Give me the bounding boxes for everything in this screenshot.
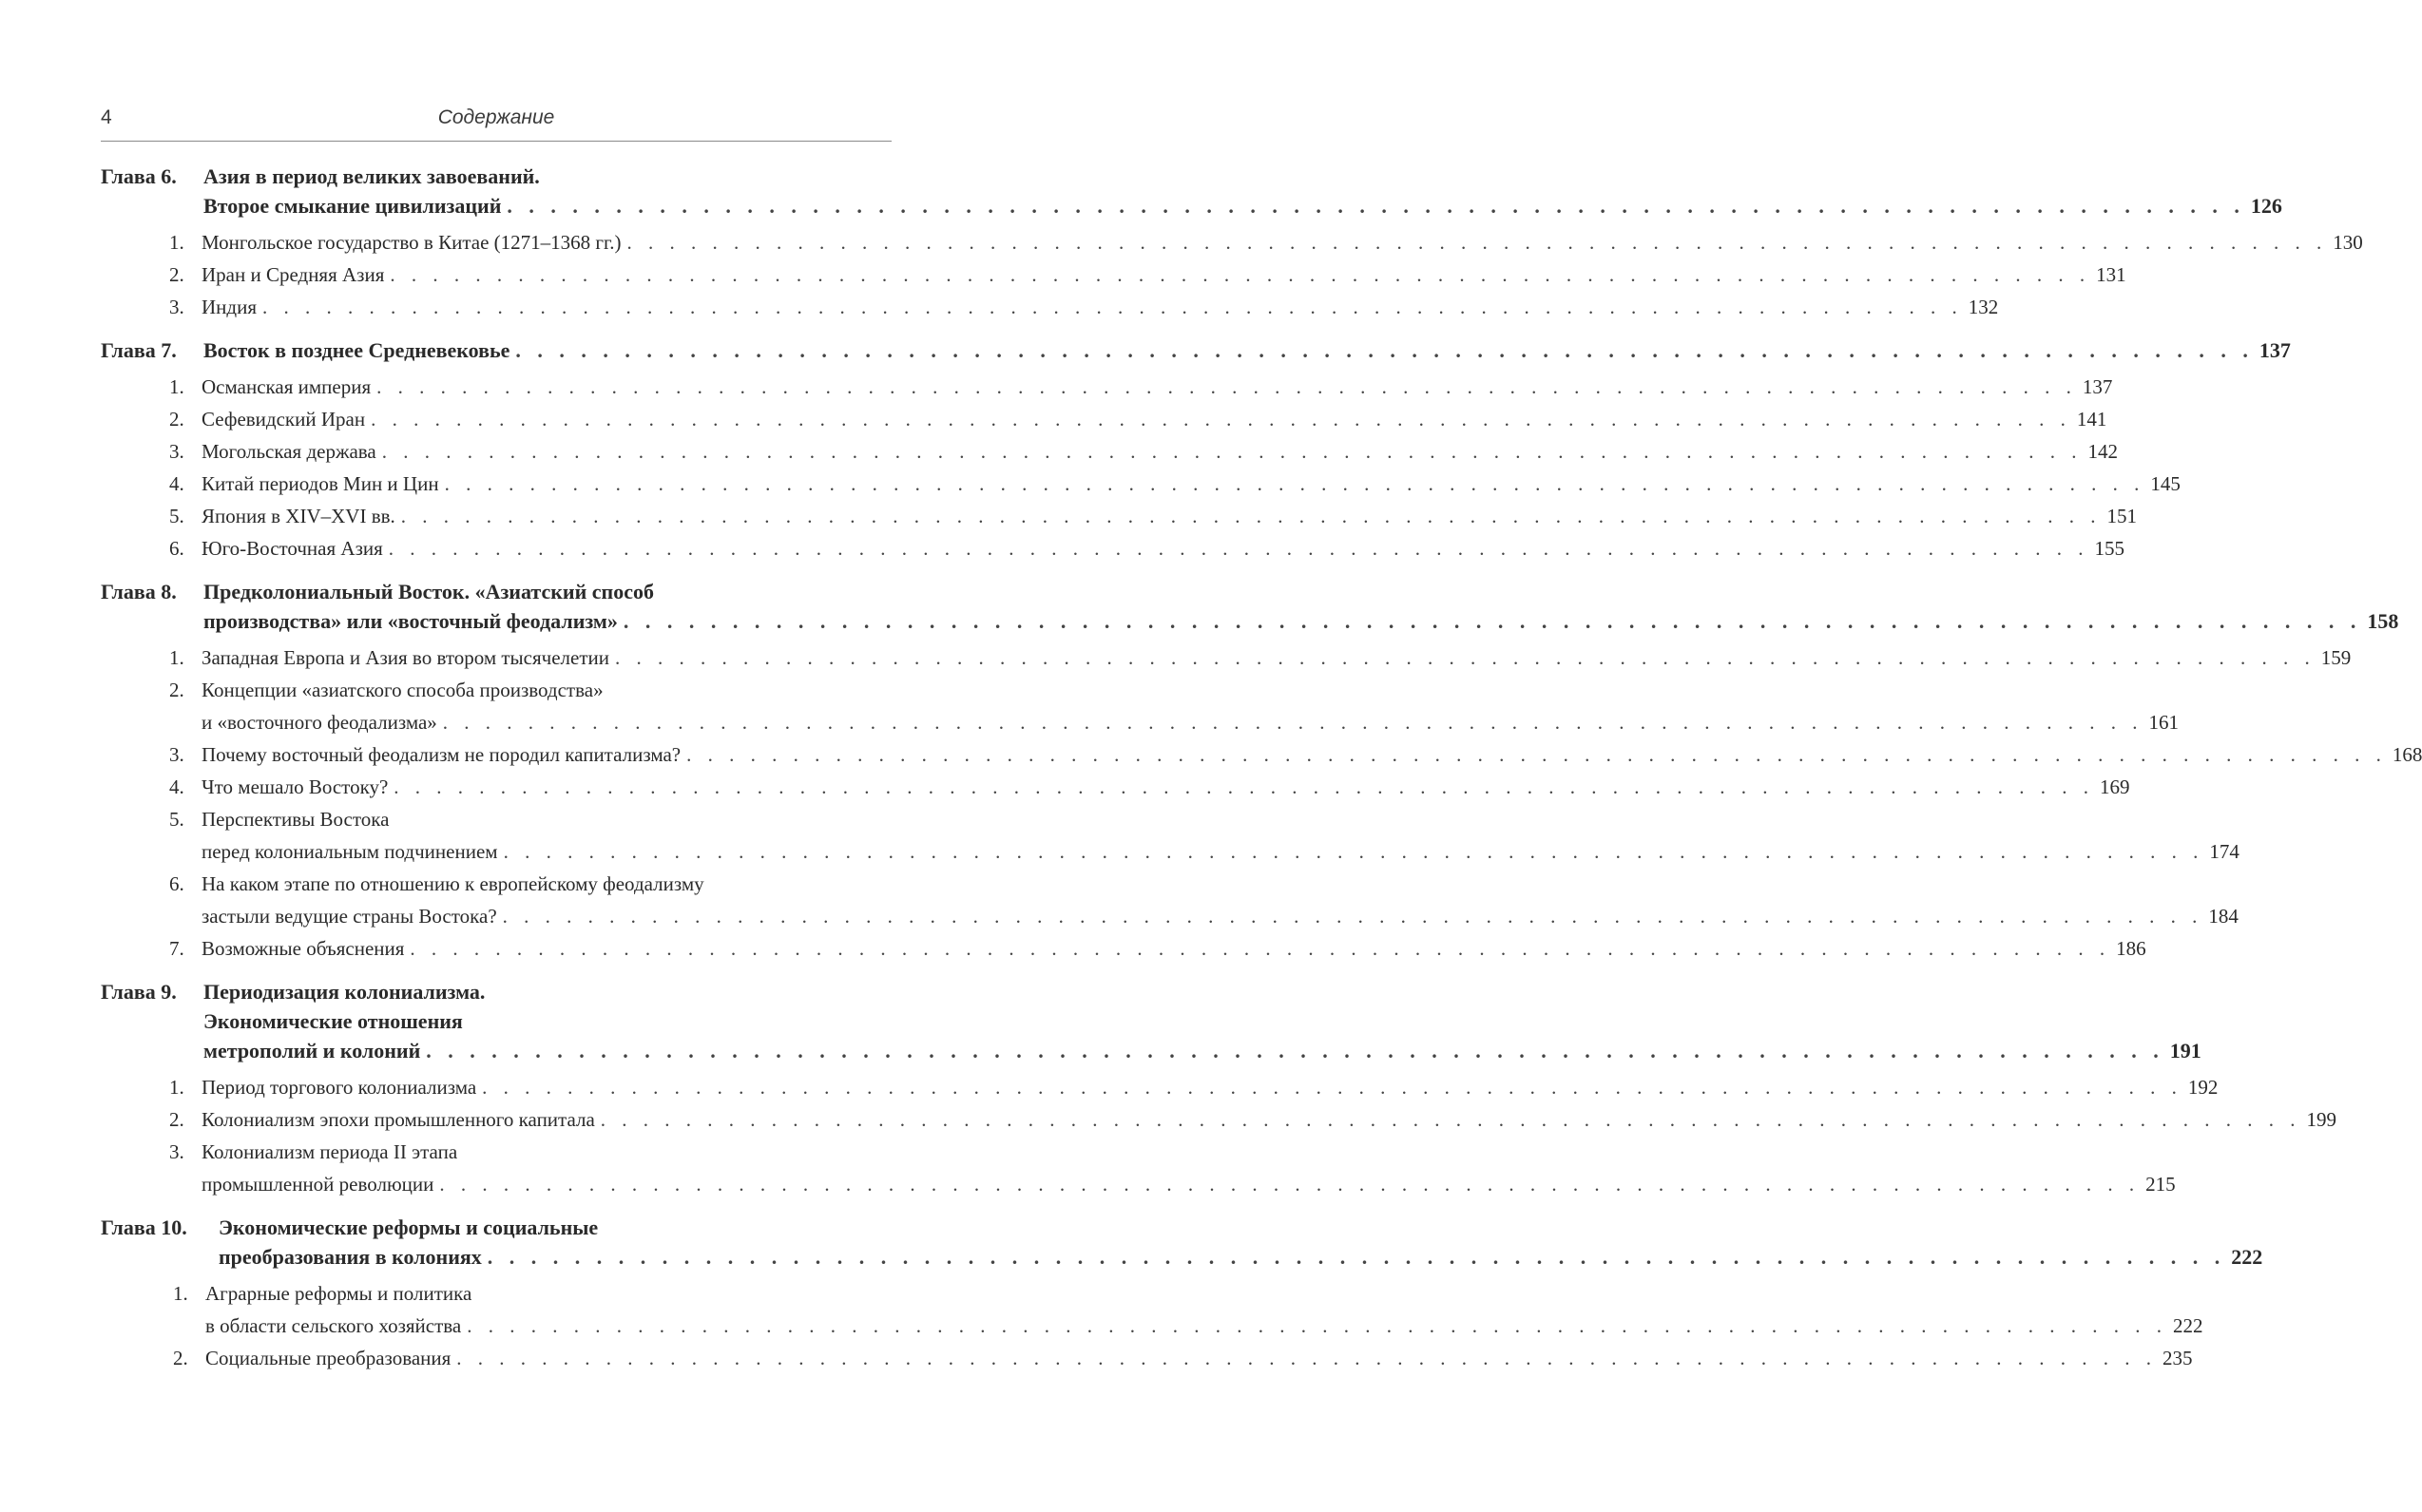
- entry-final-line: [203, 1036, 2201, 1065]
- dot-leader: . . . . . . . . . . . . . . . . . . . . . . . . . . . . . . . . . . . . . . . . . . . . . . . . . . . . . . . . . . . . . . . . . . . . . . . . . . . . . . . .: [439, 1173, 2141, 1196]
- entry-final-line: [202, 835, 2239, 868]
- dot-leader: . . . . . . . . . . . . . . . . . . . . . . . . . . . . . . . . . . . . . . . . . . . . . . . . . . . . . . . . . . . . . . . . . . . . . . . . . . . . . . . .: [487, 1245, 2226, 1269]
- dot-leader: . . . . . . . . . . . . . . . . . . . . . . . . . . . . . . . . . . . . . . . . . . . . . . . . . . . . . . . . . . . . . . . . . . . . . . . . . . . . . . . .: [371, 408, 2071, 431]
- chapter-page-number[interactable]: 126: [2250, 194, 2282, 218]
- section-entry[interactable]: [173, 1342, 2193, 1374]
- entry-line: Западная Европа и Азия во втором тысячелетии: [202, 646, 609, 669]
- section-entry[interactable]: [169, 738, 2422, 771]
- section-page-number[interactable]: 186: [2116, 937, 2146, 960]
- entry-final-line: [202, 1071, 2218, 1103]
- section-list: [169, 1071, 2337, 1200]
- section-entry[interactable]: [169, 532, 2125, 565]
- dot-leader: . . . . . . . . . . . . . . . . . . . . . . . . . . . . . . . . . . . . . . . . . . . . . . . . . . . . . . . . . . . . . . . . . . . . . . . . . . . . . . . .: [388, 537, 2089, 560]
- section-title: [202, 291, 1998, 323]
- section-title: [202, 403, 2106, 435]
- section-title: [202, 258, 2126, 291]
- entry-line: Восток в позднее Средневековье: [203, 338, 510, 362]
- section-page-number[interactable]: 142: [2087, 440, 2118, 463]
- section-number: 2.: [169, 1108, 184, 1131]
- section-entry[interactable]: [169, 868, 2239, 932]
- section-page-number[interactable]: 130: [2333, 231, 2363, 254]
- entry-line: Период торгового колониализма: [202, 1076, 477, 1099]
- section-number: 4.: [169, 472, 184, 495]
- section-page-number[interactable]: 132: [1968, 296, 1999, 318]
- section-entry[interactable]: [169, 435, 2118, 468]
- chapter-title: [203, 977, 2201, 1065]
- section-title: [202, 674, 2179, 738]
- entry-line: преобразования в колониях: [219, 1245, 482, 1269]
- section-number: 3.: [169, 440, 184, 463]
- section-page-number[interactable]: 169: [2100, 775, 2130, 798]
- section-entry[interactable]: [169, 641, 2352, 674]
- section-number: 2.: [173, 1347, 188, 1369]
- entry-line: и «восточного феодализма»: [202, 711, 437, 734]
- entry-line: Концепции «азиатского способа производства»: [202, 679, 604, 701]
- entry-line: застыли ведущие страны Востока?: [202, 905, 497, 928]
- section-page-number[interactable]: 192: [2187, 1076, 2219, 1099]
- chapter-page-number[interactable]: 222: [2231, 1245, 2263, 1269]
- entry-line: Экономические реформы и социальные: [219, 1215, 599, 1239]
- chapter-title: [203, 162, 2282, 220]
- section-title: [202, 771, 2130, 803]
- chapter-page-number[interactable]: 191: [2169, 1039, 2201, 1062]
- section-entry[interactable]: [169, 500, 2138, 532]
- entry-line: Возможные объяснения: [202, 937, 405, 960]
- entry-line: Индия: [202, 296, 257, 318]
- section-list: [169, 226, 2363, 323]
- section-page-number[interactable]: 131: [2096, 263, 2126, 286]
- section-title: [202, 500, 2137, 532]
- section-number: 3.: [169, 743, 184, 766]
- section-number: 3.: [169, 1140, 184, 1163]
- entry-final-line: [202, 532, 2124, 565]
- entry-line: перед колониальным подчинением: [202, 840, 498, 863]
- chapter-title: [203, 577, 2398, 636]
- dot-leader: . . . . . . . . . . . . . . . . . . . . . . . . . . . . . . . . . . . . . . . . . . . . . . . . . . . . . . . . . . . . . . . . . . . . . . . . . . . . . . . .: [503, 840, 2204, 863]
- entry-line: Юго-Восточная Азия: [202, 537, 383, 560]
- dot-leader: . . . . . . . . . . . . . . . . . . . . . . . . . . . . . . . . . . . . . . . . . . . . . . . . . . . . . . . . . . . . . . . . . . . . . . . . . . . . . . . .: [600, 1108, 2301, 1131]
- section-title: [202, 435, 2118, 468]
- chapter-entry: [101, 162, 2363, 323]
- section-title: [205, 1342, 2193, 1374]
- section-number: 6.: [169, 537, 184, 560]
- section-title: [202, 1071, 2218, 1103]
- section-entry[interactable]: [173, 1277, 2203, 1342]
- entry-final-line: [203, 606, 2398, 636]
- entry-line: Могольская держава: [202, 440, 376, 463]
- chapter-entry: [101, 335, 2291, 565]
- entry-final-line: [202, 1168, 2176, 1200]
- section-entry[interactable]: [169, 258, 2126, 291]
- section-title: [202, 932, 2146, 965]
- chapter-label: Глава 9.: [101, 980, 177, 1004]
- section-entry[interactable]: [169, 803, 2239, 868]
- section-title: [202, 738, 2422, 771]
- section-page-number[interactable]: 155: [2094, 537, 2125, 560]
- dot-leader: . . . . . . . . . . . . . . . . . . . . . . . . . . . . . . . . . . . . . . . . . . . . . . . . . . . . . . . . . . . . . . . . . . . . . . . . . . . . . . . .: [507, 194, 2245, 218]
- section-number: 2.: [169, 408, 184, 431]
- section-title: [202, 1136, 2176, 1200]
- chapter-label: Глава 10.: [101, 1215, 187, 1239]
- section-entry[interactable]: [169, 1103, 2337, 1136]
- section-number: 4.: [169, 775, 184, 798]
- dot-leader: . . . . . . . . . . . . . . . . . . . . . . . . . . . . . . . . . . . . . . . . . . . . . . . . . . . . . . . . . . . . . . . . . . . . . . . . . . . . . . . .: [390, 263, 2091, 286]
- chapter-label: Глава 6.: [101, 164, 177, 188]
- section-entry[interactable]: [169, 932, 2146, 965]
- section-title: [202, 803, 2239, 868]
- entry-line: метрополий и колоний: [203, 1039, 421, 1062]
- section-number: 2.: [169, 679, 184, 701]
- dot-leader: . . . . . . . . . . . . . . . . . . . . . . . . . . . . . . . . . . . . . . . . . . . . . . . . . . . . . . . . . . . . . . . . . . . . . . . . . . . . . . . .: [381, 440, 2083, 463]
- dot-leader: . . . . . . . . . . . . . . . . . . . . . . . . . . . . . . . . . . . . . . . . . . . . . . . . . . . . . . . . . . . . . . . . . . . . . . . . . . . . . . . .: [686, 743, 2387, 766]
- entry-final-line: [202, 468, 2181, 500]
- dot-leader: . . . . . . . . . . . . . . . . . . . . . . . . . . . . . . . . . . . . . . . . . . . . . . . . . . . . . . . . . . . . . . . . . . . . . . . . . . . . . . . .: [262, 296, 1963, 318]
- entry-final-line: [202, 1103, 2336, 1136]
- entry-line: производства» или «восточный феодализм»: [203, 609, 618, 633]
- section-page-number[interactable]: 161: [2148, 711, 2180, 734]
- section-entry[interactable]: [169, 403, 2107, 435]
- section-list: [169, 371, 2181, 565]
- chapter-heading[interactable]: [101, 577, 2399, 636]
- section-title: [202, 532, 2124, 565]
- chapter-entry: [101, 577, 2422, 965]
- section-entry[interactable]: [169, 371, 2113, 403]
- section-entry[interactable]: [169, 771, 2130, 803]
- section-title: [202, 641, 2351, 674]
- running-title: Содержание: [437, 106, 555, 128]
- entry-final-line: [202, 371, 2112, 403]
- entry-final-line: [203, 335, 2291, 365]
- section-entry[interactable]: [169, 1136, 2176, 1200]
- chapter-heading[interactable]: [101, 335, 2291, 365]
- section-page-number[interactable]: 168: [2392, 743, 2422, 766]
- chapter-page-number[interactable]: 158: [2367, 609, 2399, 633]
- chapter-page-number[interactable]: 137: [2259, 338, 2291, 362]
- section-page-number[interactable]: 235: [2162, 1347, 2193, 1369]
- entry-line: На каком этапе по отношению к европейскому феодализму: [202, 872, 704, 895]
- section-page-number[interactable]: 145: [2150, 472, 2181, 495]
- section-title: [202, 468, 2181, 500]
- entry-line: Иран и Средняя Азия: [202, 263, 385, 286]
- table-of-contents: [101, 162, 2422, 1384]
- section-entry[interactable]: [169, 1071, 2219, 1103]
- dot-leader: . . . . . . . . . . . . . . . . . . . . . . . . . . . . . . . . . . . . . . . . . . . . . . . . . . . . . . . . . . . . . . . . . . . . . . . . . . . . . . . .: [410, 937, 2111, 960]
- section-number: 5.: [169, 808, 184, 831]
- section-number: 7.: [169, 937, 184, 960]
- dot-leader: . . . . . . . . . . . . . . . . . . . . . . . . . . . . . . . . . . . . . . . . . . . . . . . . . . . . . . . . . . . . . . . . . . . . . . . . . . . . . . . .: [456, 1347, 2158, 1369]
- section-entry[interactable]: [169, 674, 2180, 738]
- section-page-number[interactable]: 174: [2209, 840, 2239, 863]
- section-title: [202, 1103, 2336, 1136]
- section-number: 1.: [173, 1282, 188, 1305]
- entry-final-line: [205, 1310, 2202, 1342]
- entry-line: Колониализм периода II этапа: [202, 1140, 458, 1163]
- entry-line: Что мешало Востоку?: [202, 775, 389, 798]
- chapter-title: [203, 335, 2291, 365]
- entry-final-line: [202, 226, 2363, 258]
- entry-line: Азия в период великих завоеваний.: [203, 164, 540, 188]
- entry-final-line: [219, 1242, 2262, 1272]
- entry-line: промышленной революции: [202, 1173, 434, 1196]
- chapter-title: [219, 1213, 2262, 1272]
- entry-line: Япония в XIV–XVI вв.: [202, 505, 395, 527]
- dot-leader: . . . . . . . . . . . . . . . . . . . . . . . . . . . . . . . . . . . . . . . . . . . . . . . . . . . . . . . . . . . . . . . . . . . . . . . . . . . . . . . .: [626, 231, 2328, 254]
- section-title: [202, 226, 2363, 258]
- section-title: [202, 868, 2239, 932]
- section-entry[interactable]: [169, 291, 1999, 323]
- entry-line: Сефевидский Иран: [202, 408, 366, 431]
- section-number: 1.: [169, 375, 184, 398]
- dot-leader: . . . . . . . . . . . . . . . . . . . . . . . . . . . . . . . . . . . . . . . . . . . . . . . . . . . . . . . . . . . . . . . . . . . . . . . . . . . . . . . .: [400, 505, 2102, 527]
- section-number: 1.: [169, 231, 184, 254]
- section-page-number[interactable]: 141: [2076, 408, 2107, 431]
- section-number: 1.: [169, 646, 184, 669]
- entry-final-line: [202, 771, 2130, 803]
- entry-line: Колониализм эпохи промышленного капитала: [202, 1108, 595, 1131]
- dot-leader: . . . . . . . . . . . . . . . . . . . . . . . . . . . . . . . . . . . . . . . . . . . . . . . . . . . . . . . . . . . . . . . . . . . . . . . . . . . . . . . .: [502, 905, 2203, 928]
- entry-final-line: [202, 706, 2179, 738]
- dot-leader: . . . . . . . . . . . . . . . . . . . . . . . . . . . . . . . . . . . . . . . . . . . . . . . . . . . . . . . . . . . . . . . . . . . . . . . . . . . . . . . .: [515, 338, 2254, 362]
- chapter-heading[interactable]: [101, 977, 2201, 1065]
- chapter-label: Глава 7.: [101, 338, 177, 362]
- section-page-number[interactable]: 159: [2320, 646, 2352, 669]
- section-list: [169, 641, 2422, 965]
- entry-line: Социальные преобразования: [205, 1347, 452, 1369]
- chapter-label: Глава 8.: [101, 580, 177, 603]
- section-page-number[interactable]: 151: [2106, 505, 2138, 527]
- entry-final-line: [202, 641, 2351, 674]
- entry-final-line: [202, 932, 2146, 965]
- entry-final-line: [202, 738, 2422, 771]
- section-number: 2.: [169, 263, 184, 286]
- section-entry[interactable]: [169, 468, 2181, 500]
- page-header: [101, 106, 892, 142]
- chapter-heading[interactable]: [101, 1213, 2263, 1272]
- entry-final-line: [202, 258, 2126, 291]
- section-title: [202, 371, 2112, 403]
- chapter-heading[interactable]: [101, 162, 2282, 220]
- page-number: 4: [101, 106, 112, 128]
- section-list: [173, 1277, 2203, 1374]
- entry-final-line: [202, 403, 2106, 435]
- section-page-number[interactable]: 215: [2145, 1173, 2176, 1196]
- entry-line: Почему восточный феодализм не породил капитализма?: [202, 743, 682, 766]
- entry-line: Перспективы Востока: [202, 808, 390, 831]
- entry-final-line: [202, 291, 1998, 323]
- section-number: 1.: [169, 1076, 184, 1099]
- section-number: 6.: [169, 872, 184, 895]
- section-page-number[interactable]: 199: [2306, 1108, 2337, 1131]
- chapter-entry: [101, 1213, 2263, 1374]
- section-page-number[interactable]: 222: [2172, 1314, 2203, 1337]
- dot-leader: . . . . . . . . . . . . . . . . . . . . . . . . . . . . . . . . . . . . . . . . . . . . . . . . . . . . . . . . . . . . . . . . . . . . . . . . . . . . . . . .: [482, 1076, 2182, 1099]
- entry-line: Османская империя: [202, 375, 372, 398]
- entry-final-line: [202, 500, 2137, 532]
- entry-line: Второе смыкание цивилизаций: [203, 194, 502, 218]
- dot-leader: . . . . . . . . . . . . . . . . . . . . . . . . . . . . . . . . . . . . . . . . . . . . . . . . . . . . . . . . . . . . . . . . . . . . . . . . . . . . . . . .: [444, 472, 2145, 495]
- entry-line: Аграрные реформы и политика: [205, 1282, 472, 1305]
- entry-line: Китай периодов Мин и Цин: [202, 472, 439, 495]
- section-entry[interactable]: [169, 226, 2363, 258]
- dot-leader: . . . . . . . . . . . . . . . . . . . . . . . . . . . . . . . . . . . . . . . . . . . . . . . . . . . . . . . . . . . . . . . . . . . . . . . . . . . . . . . .: [467, 1314, 2167, 1337]
- section-number: 3.: [169, 296, 184, 318]
- entry-line: Монгольское государство в Китае (1271–1368 гг.): [202, 231, 622, 254]
- entry-line: Экономические отношения: [203, 1009, 463, 1033]
- entry-final-line: [202, 435, 2118, 468]
- chapter-entry: [101, 977, 2337, 1200]
- dot-leader: . . . . . . . . . . . . . . . . . . . . . . . . . . . . . . . . . . . . . . . . . . . . . . . . . . . . . . . . . . . . . . . . . . . . . . . . . . . . . . . .: [623, 609, 2362, 633]
- dot-leader: . . . . . . . . . . . . . . . . . . . . . . . . . . . . . . . . . . . . . . . . . . . . . . . . . . . . . . . . . . . . . . . . . . . . . . . . . . . . . . . .: [394, 775, 2095, 798]
- dot-leader: . . . . . . . . . . . . . . . . . . . . . . . . . . . . . . . . . . . . . . . . . . . . . . . . . . . . . . . . . . . . . . . . . . . . . . . . . . . . . . . .: [426, 1039, 2164, 1062]
- entry-final-line: [202, 900, 2239, 932]
- dot-leader: . . . . . . . . . . . . . . . . . . . . . . . . . . . . . . . . . . . . . . . . . . . . . . . . . . . . . . . . . . . . . . . . . . . . . . . . . . . . . . . .: [614, 646, 2316, 669]
- section-title: [205, 1277, 2202, 1342]
- entry-line: Предколониальный Восток. «Азиатский способ: [203, 580, 654, 603]
- dot-leader: . . . . . . . . . . . . . . . . . . . . . . . . . . . . . . . . . . . . . . . . . . . . . . . . . . . . . . . . . . . . . . . . . . . . . . . . . . . . . . . .: [442, 711, 2143, 734]
- entry-line: Периодизация колониализма.: [203, 980, 486, 1004]
- section-page-number[interactable]: 184: [2208, 905, 2239, 928]
- section-number: 5.: [169, 505, 184, 527]
- entry-final-line: [205, 1342, 2193, 1374]
- section-page-number[interactable]: 137: [2082, 375, 2113, 398]
- entry-line: в области сельского хозяйства: [205, 1314, 462, 1337]
- entry-final-line: [203, 191, 2282, 220]
- dot-leader: . . . . . . . . . . . . . . . . . . . . . . . . . . . . . . . . . . . . . . . . . . . . . . . . . . . . . . . . . . . . . . . . . . . . . . . . . . . . . . . .: [376, 375, 2077, 398]
